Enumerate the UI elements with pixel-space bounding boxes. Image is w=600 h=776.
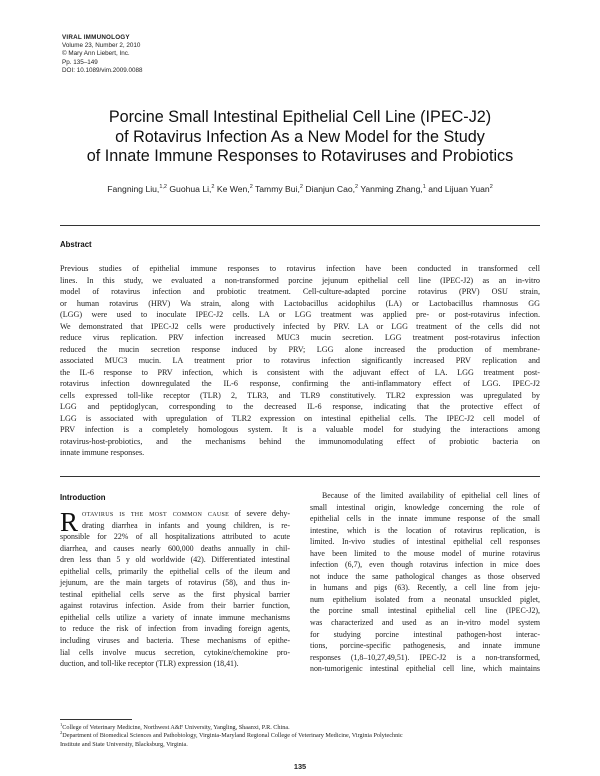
footnote-divider: [60, 719, 132, 720]
footnote-mark: 1: [60, 721, 63, 727]
journal-copyright: © Mary Ann Liebert, Inc.: [62, 50, 130, 58]
intro-line: lial cells involve mucus secretion, cytokine/chemokine pro-: [60, 647, 290, 657]
abstract-body: [60, 263, 540, 459]
intro-line: drating diarrhea in infants and young children, is re-: [82, 520, 290, 530]
intro-line: epithelial cells utilize a variety of innate immune mechanisms: [60, 612, 290, 622]
footnote-text: College of Veterinary Medicine, Northwest A&F University, Yangling, Shaanxi, P.R. China.: [62, 724, 290, 731]
article-title: [40, 108, 560, 167]
author-name: Dianjun Cao,: [305, 184, 356, 194]
intro-line: tions, porcine-specific pathogenesis, and innate immune: [310, 641, 540, 651]
abstract-line: LGG and peptidoglycan, corresponding to the decreased IL-6 response, indicating that the protective effect of: [60, 402, 540, 411]
footnote-text: Institute and State University, Blacksburg, Virginia.: [60, 740, 188, 748]
title-line: of Innate Immune Responses to Rotaviruses and Probiotics: [86, 147, 514, 165]
intro-line: was characterized and used as an in-vitro model system: [310, 618, 540, 628]
intro-lead-rest: of severe dehy-: [229, 509, 290, 518]
abstract-line: cells expressed toll-like receptor (TLR) 2, TLR3, and TLR9 constitutively. TLR2 expression was upregulated by: [60, 390, 540, 400]
intro-line: infection (6,7), even though rotavirus infection in mice does: [310, 560, 540, 570]
abstract-line: reduce virus replication. PRV infection increased MUC3 mucin secretion. LGG treatment post-rotavirus infection: [60, 333, 540, 342]
journal-header: [62, 34, 143, 75]
abstract-line: model of rotavirus infection and probiotic treatment. Cell-culture-adapted porcine rotavirus (PRV) OSU strain,: [60, 287, 540, 296]
abstract-line: PRV infection is a completely homologous system. It is a valuable model for studying the interactions among: [60, 425, 540, 434]
abstract-line: associated MUC3 mucin. LA treatment prior to rotavirus infection significantly increased PRV replication and: [60, 356, 540, 365]
author-affiliation-mark: 1,2: [159, 184, 167, 191]
abstract-line: reduced the mucin secretion response induced by PRV; LGG alone increased the production of membrane-: [60, 344, 540, 354]
intro-line: intestine, which is the location of rotavirus replication, is: [310, 525, 540, 535]
intro-line: the porcine small intestinal epithelial cell line (IPEC-J2),: [310, 606, 540, 616]
footnote-mark: 2: [60, 730, 63, 736]
journal-doi: DOI: 10.1089/vim.2009.0088: [62, 66, 143, 74]
page-number: 135: [293, 762, 307, 771]
author-affiliation-mark: 2: [489, 184, 493, 191]
author-affiliation-mark: 2: [211, 184, 215, 191]
intro-line: diarrhea, and causes nearly 600,000 deaths annually in chil-: [60, 543, 290, 553]
intro-line: including viruses and bacteria. These mechanisms of epithe-: [60, 636, 290, 646]
introduction-left-column: [60, 508, 290, 670]
footnote-text: Department of Biomedical Sciences and Pathobiology, Virginia-Maryland Regional College of Veterinary Medicine, Virginia Polytechnic: [62, 732, 403, 740]
intro-line: epithelial cells, primarily the epithelial cells of the ileum and: [60, 566, 290, 576]
intro-line: small intestinal origin, knowledge concerning the role of: [310, 502, 540, 512]
author-affiliation-mark: 2: [299, 184, 303, 191]
introduction-heading: Introduction: [60, 493, 106, 502]
footnote: [60, 741, 540, 749]
intro-line: limited. In-vivo studies of intestinal epithelial cell responses: [310, 537, 540, 547]
author-name: and Lijuan Yuan: [428, 184, 490, 194]
author-name: Fangning Liu,: [107, 184, 160, 194]
author-affiliation-mark: 2: [249, 184, 253, 191]
author-list: [60, 184, 540, 194]
intro-line: [60, 508, 290, 520]
intro-line: Because of the limited availability of epithelial cell lines of: [322, 491, 540, 500]
divider: [60, 476, 540, 477]
intro-line: to reduce the risk of infection from invading foreign agents,: [60, 624, 290, 634]
author-name: Tammy Bui,: [254, 184, 300, 194]
abstract-line: rotavirus infection downregulated the IL-6 response, confirming the anti-inflammatory effect of LGG. IPEC-J2: [60, 379, 540, 388]
intro-line: num epithelium isolated from a neonatal unsuckled piglet,: [310, 594, 540, 604]
intro-line: in humans and pigs (63). Recently, a cell line from jeju-: [310, 583, 540, 593]
title-line: of Rotavirus Infection As a New Model for the Study: [115, 127, 485, 146]
author-affiliation-mark: 2: [355, 184, 359, 191]
abstract-line: the IL-6 response to PRV infection, which is consistent with the adjuvant effect of LA. LGG treatment post-: [60, 367, 540, 377]
intro-line: responses (1,8–10,27,49,51). IPEC-J2 is a non-transformed,: [310, 652, 540, 662]
footnote: [60, 732, 540, 740]
intro-line: duction, and toll-like receptor (TLR) expression (18,41).: [60, 659, 239, 669]
abstract-line: Previous studies of epithelial immune responses to rotavirus infection have been conducted in transformed cell: [60, 264, 540, 273]
intro-line: have been limited to the mouse model of murine rotavirus: [310, 548, 540, 558]
footnotes: [60, 721, 540, 749]
abstract-line: or human rotavirus (HRV) Wa strain, along with Lactobacillus acidophilus (LA) or Lactobacillus rhamnosus GG: [60, 298, 540, 308]
abstract-line: rotavirus-host-probiotics, and the mechanisms behind the immunomodulating effect of probiotic bacteria on: [60, 436, 540, 446]
abstract-line: (LGG) were used to inoculate IPEC-J2 cells. LA or LGG treatment was applied pre- or post-rotavirus infection.: [60, 310, 540, 319]
author-name: Ke Wen,: [216, 184, 250, 194]
title-line: Porcine Small Intestinal Epithelial Cell Line (IPEC-J2): [108, 108, 492, 126]
intro-line: not induce the same pathological changes as those observed: [310, 571, 540, 581]
introduction-right-column: [310, 490, 540, 675]
intro-line: non-tumorigenic intestinal epithelial cell line, which maintains: [310, 664, 540, 674]
intro-line: epithelial cells in the innate immune response of the small: [310, 514, 540, 524]
intro-line: dren less than 5 y old worldwide (42). Differentiated intestinal: [60, 555, 290, 565]
intro-line: jejunum, are the main targets of rotavirus (58), and thus in-: [60, 578, 290, 588]
author-affiliation-mark: 1: [422, 184, 426, 191]
author-name: Yanming Zhang,: [360, 184, 423, 194]
author-name: Guohua Li,: [169, 184, 212, 194]
journal-pages: Pp. 135–149: [62, 58, 98, 66]
intro-line: testinal epithelial cells serve as the first physical barrier: [60, 589, 290, 599]
abstract-line: LGG is associated with upregulation of TLR2 expression on intestinal epithelial cells. The IPEC-J2 cell model of: [60, 413, 540, 423]
abstract-heading: Abstract: [60, 240, 92, 249]
abstract-line: innate immune responses.: [60, 448, 145, 457]
journal-name: VIRAL IMMUNOLOGY: [62, 34, 130, 41]
drop-cap: R: [60, 507, 79, 537]
intro-line: for studying porcine intestinal pathogen-host interac-: [310, 629, 540, 639]
intro-lead-in: otavirus is the most common cause: [82, 509, 230, 518]
abstract-line: We demonstrated that IPEC-J2 cells were productively infected by PRV. LA or LGG treatment of the cells did not: [60, 321, 540, 331]
journal-volume: Volume 23, Number 2, 2010: [62, 42, 141, 50]
abstract-line: lines. In this study, we evaluated a non-transformed porcine jejunum epithelial cell line (IPEC-J2) as an in-vitro: [60, 275, 540, 285]
intro-line: against rotavirus infection. Aside from their barrier function,: [60, 601, 290, 611]
intro-line: sponsible for 22% of all hospitalizations attributed to acute: [60, 532, 290, 542]
divider: [60, 225, 540, 226]
